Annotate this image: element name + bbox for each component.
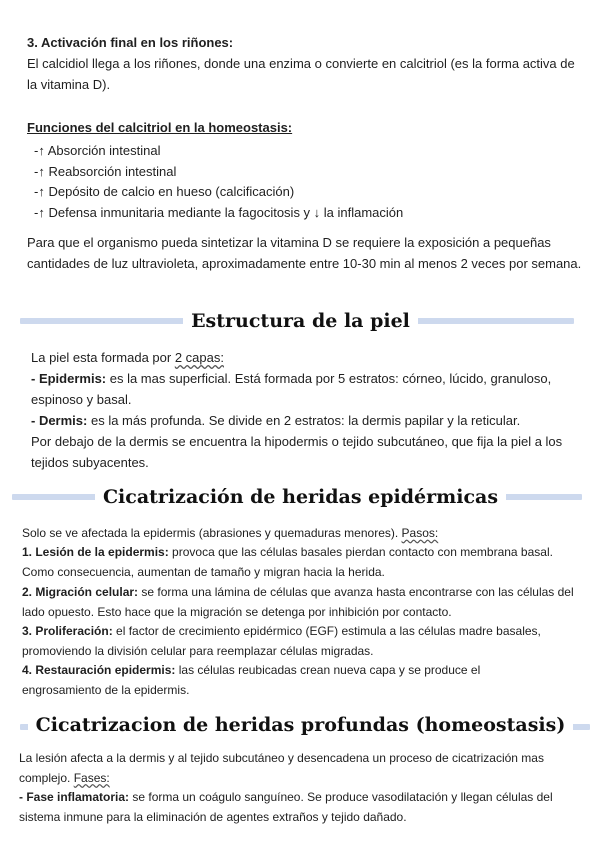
profundas-fase: - Fase inflamatoria: se forma un coágulo sanguíneo. Se produce vasodilatación y llegan células del sistema inmune para la eliminación de agentes extraños y tejido dañado. bbox=[19, 790, 553, 824]
profundas-intro: La lesión afecta a la dermis y al tejido subcutáneo y desencadena un proceso de cicatrización mas complejo. Fases: bbox=[19, 751, 544, 785]
piel-intro: La piel esta formada por 2 capas: bbox=[31, 350, 224, 365]
heading-text: Cicatrizacion de heridas profundas (homeostasis) bbox=[28, 714, 574, 736]
list-item: -↑ Defensa inmunitaria mediante la fagocitosis y ↓ la inflamación bbox=[34, 204, 404, 220]
section-heading-piel bbox=[0, 306, 601, 336]
piel-epidermis: - Epidermis: es la mas superficial. Está formada por 5 estratos: córneo, lúcido, granuloso, espinoso y basal. bbox=[31, 371, 552, 407]
epidermicas-step-1: 1. Lesión de la epidermis: provoca que las células basales pierdan contacto con membrana basal. Como consecuencia, aumentan de tamaño y migran hacia la herida. bbox=[22, 545, 553, 579]
list-item: -↑ Depósito de calcio en hueso (calcificación) bbox=[34, 184, 295, 199]
up-arrow-icon: -↑ bbox=[34, 184, 45, 199]
heading-text: Estructura de la piel bbox=[183, 310, 418, 332]
funciones-closing: Para que el organismo pueda sintetizar la vitamina D se requiere la exposición a pequeñas cantidades de luz ultravioleta, aproximadamente entre 10-30 min al menos 2 veces por semana. bbox=[27, 235, 582, 271]
list-item: -↑ Absorción intestinal bbox=[34, 143, 161, 158]
epidermicas-step-2: 2. Migración celular: se forma una lámina de células que avanza hasta encontrarse con las células del lado opuesto. Esto hace que la migración se detenga por inhibición por contacto. bbox=[22, 585, 574, 619]
funciones-title: Funciones del calcitriol en la homeostasis: bbox=[27, 120, 293, 135]
heading-text: Cicatrización de heridas epidérmicas bbox=[95, 486, 506, 508]
up-arrow-icon: -↑ bbox=[34, 163, 45, 179]
piel-dermis: - Dermis: es la más profunda. Se divide en 2 estratos: la dermis papilar y la reticular. bbox=[31, 413, 521, 428]
epidermicas-step-3: 3. Proliferación: el factor de crecimiento epidérmico (EGF) estimula a las células madre basales, promoviendo la división celular para reemplazar células migradas. bbox=[22, 624, 541, 658]
list-item: -↑ Reabsorción intestinal bbox=[34, 163, 177, 179]
epidermicas-step-4: 4. Restauración epidermis: las células reubicadas crean nueva capa y se produce el engrosamiento de la epidermis. bbox=[22, 663, 481, 697]
epidermicas-intro: Solo se ve afectada la epidermis (abrasiones y quemaduras menores). Pasos: bbox=[22, 526, 439, 540]
section3-title: 3. Activación final en los riñones: bbox=[27, 35, 234, 50]
piel-hipodermis: Por debajo de la dermis se encuentra la hipodermis o tejido subcutáneo, que fija la piel a los tejidos subyacentes. bbox=[31, 434, 563, 470]
section-heading-profundas bbox=[0, 710, 601, 740]
up-arrow-icon: -↑ bbox=[34, 204, 45, 220]
funciones-list bbox=[34, 141, 574, 223]
up-arrow-icon: -↑ bbox=[34, 143, 45, 158]
section3-body: El calcidiol llega a los riñones, donde una enzima o convierte en calcitriol (es la forma activa de la vitamina D). bbox=[27, 56, 575, 92]
section-heading-epidermicas bbox=[0, 482, 601, 512]
